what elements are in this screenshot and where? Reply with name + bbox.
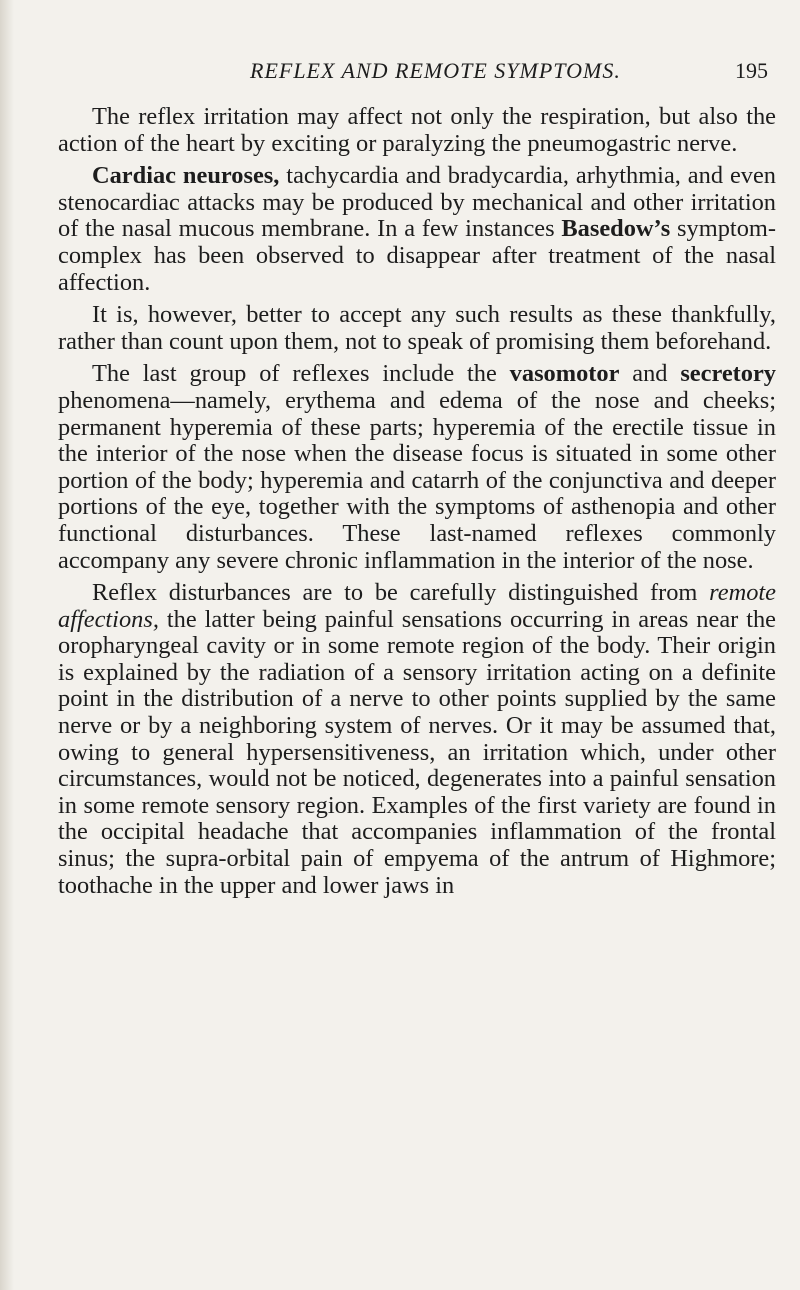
term-cardiac-neuroses: Cardiac neuroses, xyxy=(92,162,280,190)
term-vasomotor: vasomotor xyxy=(509,360,620,388)
paragraph-text: and xyxy=(619,360,681,388)
paragraph-text: the latter being painful sensations occurring in areas near the oropharyngeal cavity or in some remote region of the body. Their origin is explained by the radiation of a sensory irritation acting on a definite point in the distribution of a nerve to other points supplied by the same nerve or by a neighboring system of nerves. Or it may be assumed that, owing to general hypersensitiveness, an irritation which, under other circumstances, would not be noticed, degenerates into a painful sensation in some remote sensory region. Examples of the first variety are found in the occipital headache that accompanies inflammation of the frontal sinus; the supra-orbital pain of empyema of the antrum of Highmore; toothache in the upper and lower jaws in xyxy=(58,605,776,899)
paragraph-text: The last group of reflexes include the xyxy=(92,360,510,388)
term-basedows: Basedow’s xyxy=(561,215,671,243)
term-secretory: secretory xyxy=(680,360,777,388)
paragraph-text: symptom-complex has been observed to disappear after treatment of the nasal affection. xyxy=(58,215,776,296)
paragraph-text: Reflex disturbances are to be carefully distinguished from xyxy=(92,579,710,607)
term-remote-affections: remote affections, xyxy=(58,579,776,633)
paragraph-remote-affections xyxy=(58,580,776,899)
running-title: REFLEX AND REMOTE SYMPTOMS. xyxy=(250,58,621,83)
paragraph-cardiac-neuroses xyxy=(58,163,776,296)
paragraph-reflex-irritation xyxy=(58,104,776,157)
paragraph-text: It is, however, better to accept any such results as these thankfully, rather than count upon them, not to speak of promising them beforehand. xyxy=(58,301,776,355)
paragraph-text: The reflex irritation may affect not only the respiration, but also the action of the heart by exciting or paralyzing the pneumogastric nerve. xyxy=(58,103,776,157)
body-text xyxy=(58,104,776,905)
paragraph-text: phenomena—namely, erythema and edema of the nose and cheeks; permanent hyperemia of these parts; hyperemia of the erectile tissue in the interior of the nose when the disease focus is situated in some other portion of the body; hyperemia and catarrh of the conjunctiva and deeper portions of the eye, together with the symptoms of asthenopia and other functional disturbances. These last-named reflexes commonly accompany any severe chronic inflammation in the interior of the nose. xyxy=(58,386,776,574)
paragraph-text: tachycardia and bradycardia, arhythmia, and even stenocardiac attacks may be produced by mechanical and other irritation of the nasal mucous membrane. In a few instances xyxy=(58,162,776,243)
paragraph-vasomotor-secretory xyxy=(58,361,776,574)
paragraph-accept-results xyxy=(58,302,776,355)
page-number: 195 xyxy=(735,58,768,83)
